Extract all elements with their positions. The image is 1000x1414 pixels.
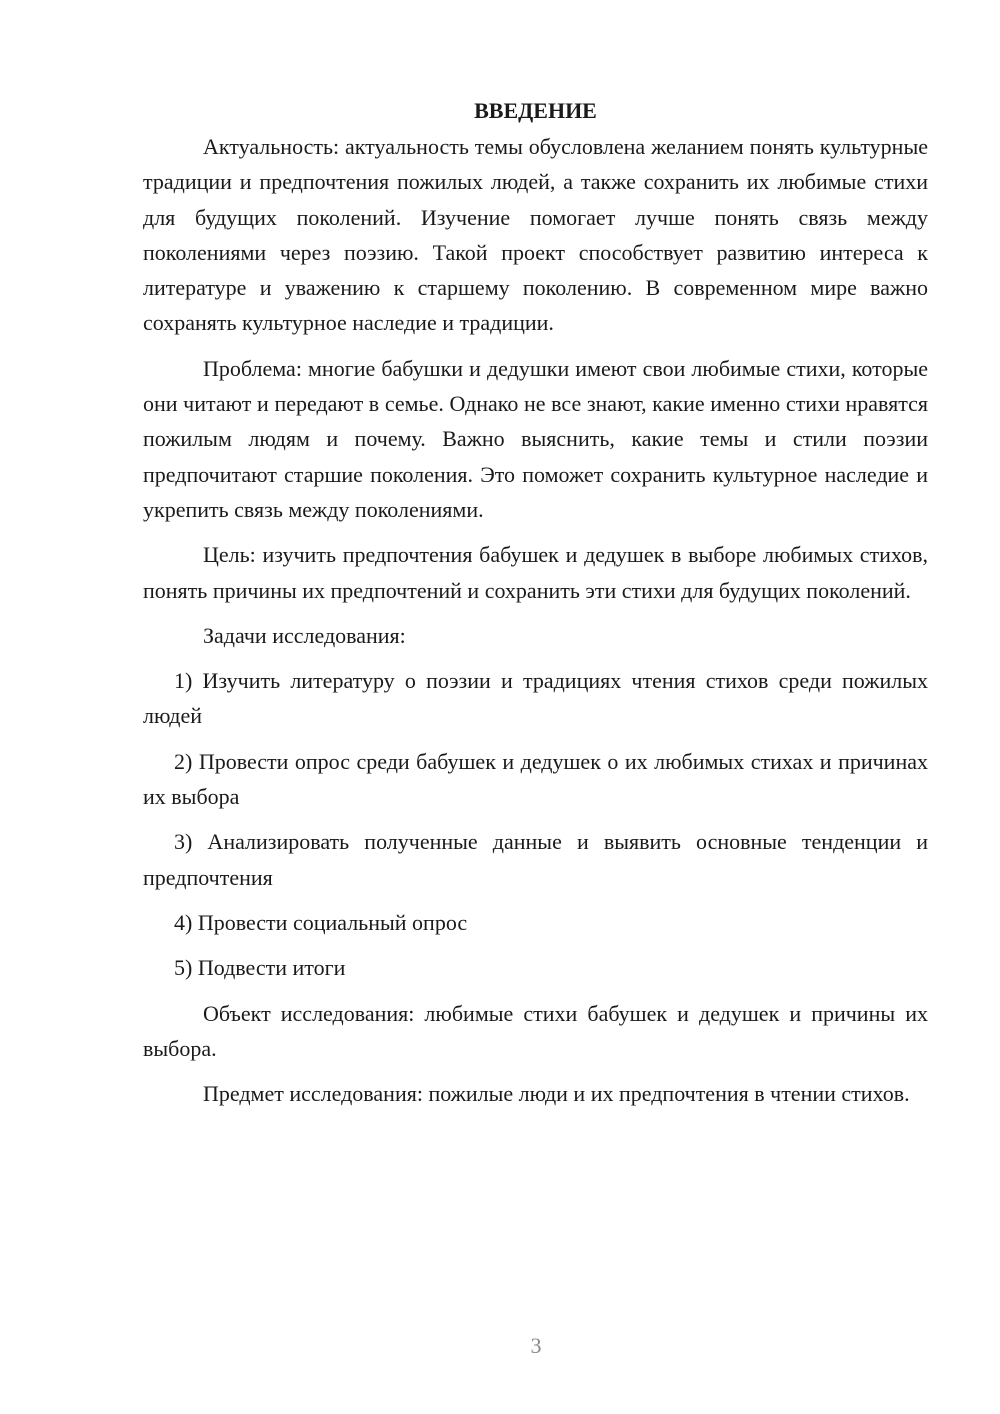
task-item-3: 3) Анализировать полученные данные и выявить основные тенденции и предпочтения	[143, 829, 928, 890]
task-item-4: 4) Провести социальный опрос	[174, 909, 468, 935]
task-item-1: 1) Изучить литературу о поэзии и традициях чтения стихов среди пожилых людей	[143, 668, 928, 729]
object-paragraph: Объект исследования: любимые стихи бабушек и дедушек и причины их выбора.	[143, 1000, 928, 1061]
goal-paragraph: Цель: изучить предпочтения бабушек и дедушек в выборе любимых стихов, понять причины их предпочтений и сохранить эти стихи для будущих поколений.	[143, 542, 928, 603]
tasks-heading: Задачи исследования:	[203, 622, 406, 648]
problem-paragraph: Проблема: многие бабушки и дедушки имеют свои любимые стихи, которые они читают и передают в семье. Однако не все знают, какие именно стихи нравятся пожилым людям и почему. Важно выяснить, какие темы и стили поэзии предпочитают старшие поколения. Это поможет сохранить культурное наследие и укрепить связь между поколениями.	[143, 355, 928, 522]
subject-paragraph: Предмет исследования: пожилые люди и их предпочтения в чтении стихов.	[203, 1081, 910, 1107]
relevance-paragraph: Актуальность: актуальность темы обусловлена желанием понять культурные традиции и предпочтения пожилых людей, а также сохранить их любимые стихи для будущих поколений. Изучение помогает лучше понять связь между поколениями через поэзию. Такой проект способствует развитию интереса к литературе и уважению к старшему поколению. В современном мире важно сохранять культурное наследие и традиции.	[143, 134, 928, 336]
task-item-2: 2) Провести опрос среди бабушек и дедушек о их любимых стихах и причинах их выбора	[143, 748, 928, 810]
page-number: 3	[530, 1333, 542, 1358]
task-item-5: 5) Подвести итоги	[174, 955, 346, 981]
page-content	[143, 93, 928, 1121]
section-title: ВВЕДЕНИЕ	[474, 98, 597, 123]
